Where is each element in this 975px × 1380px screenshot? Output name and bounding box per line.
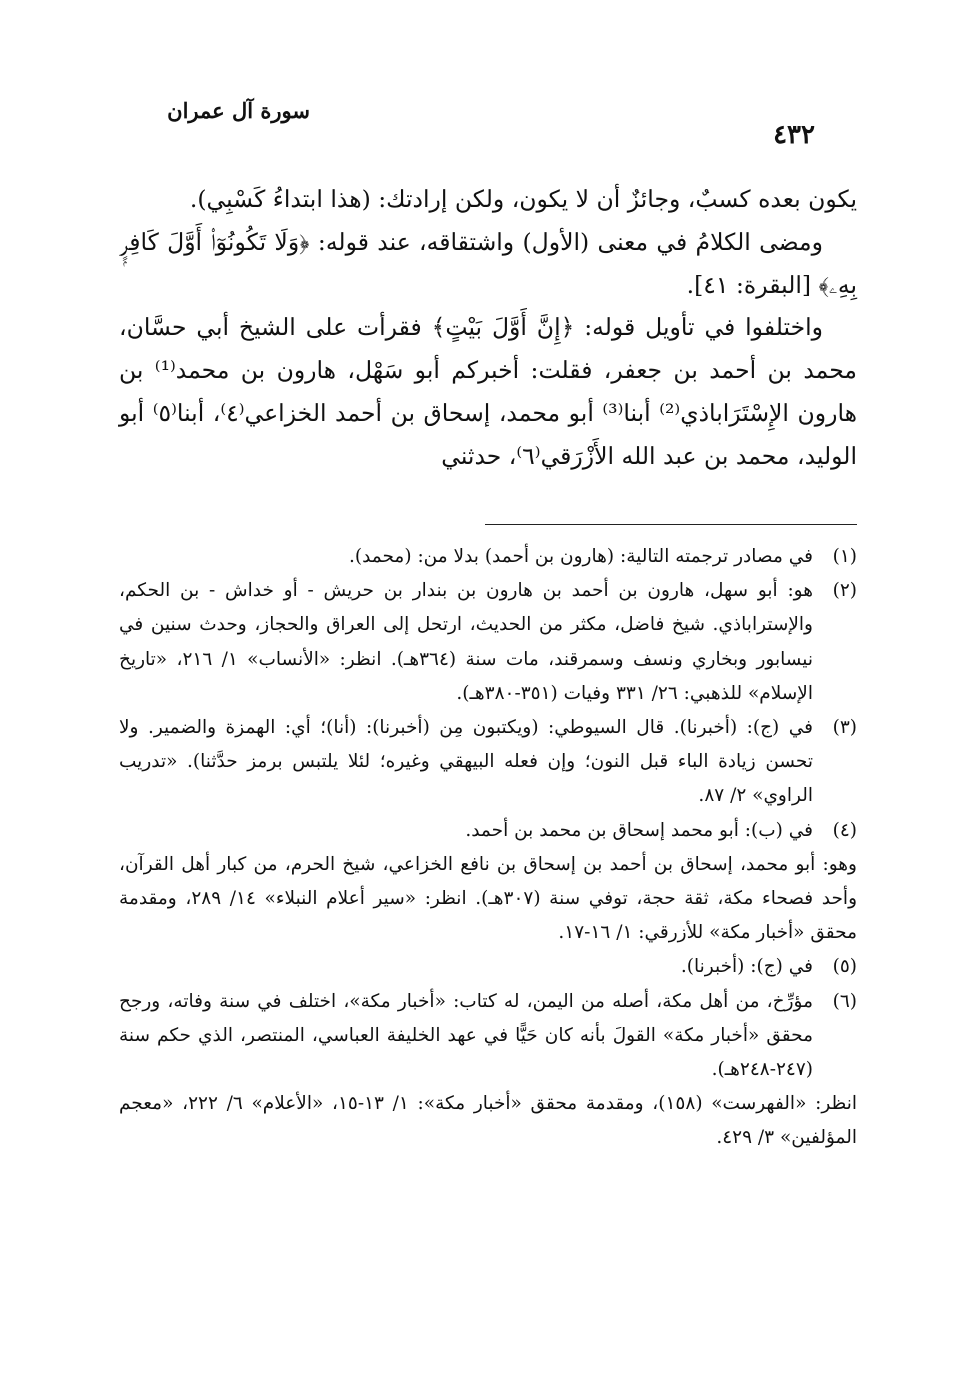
- footnote-text: مؤرِّخ، من أهل مكة، أصله من اليمن، له كتاب: «أخبار مكة»، اختلف في سنة وفاته، ورجح محقق «أخبار مكة» القولَ بأنه كان حَيًّا في عهد الخليفة العباسي، المنتصر، الذي حكم سنة (٢٤٧-٢٤٨هـ).: [119, 990, 813, 1081]
- footnotes: [119, 540, 857, 1156]
- footnote-number: (١): [832, 546, 857, 567]
- footnote-number: (٥): [832, 956, 857, 978]
- footnote-1: [119, 540, 857, 574]
- page-number: ٤٣٢: [773, 120, 815, 150]
- footnote-6: [119, 985, 857, 1088]
- footnote-text: في مصادر ترجمته التالية: (هارون بن أحمد) بدلا من: (محمد).: [348, 546, 813, 567]
- main-text: [119, 178, 857, 478]
- main-paragraph: يكون بعده كسبٌ، وجائزٌ أن لا يكون، ولكن إرادتك: (هذا ابتداءُ كَسْبِي).: [189, 185, 857, 213]
- main-paragraph: واختلفوا في تأويل قوله: ﴿إِنَّ أَوَّلَ بَيْتٍ﴾ فقرأت على الشيخ أبي حسَّان، محمد بن أحمد بن جعفر، فقلت: أخبركم أبو سَهْل، هارون بن محمد⁽¹⁾ بن هارون الإِسْتَرَاباذي⁽²⁾ أبنا⁽³⁾ أبو محمد، إسحاق بن أحمد الخزاعي⁽٤⁾، أبنا⁽٥⁾ أبو الوليد، محمد بن عبد الله الأَزْرَقي⁽٦⁾، حدثني: [119, 313, 858, 470]
- footnote-3: [119, 711, 857, 814]
- footnote-number: (٦): [832, 990, 857, 1012]
- footnote-5: [119, 950, 857, 984]
- footnote-number: (٤): [832, 819, 857, 841]
- footnote-divider: [485, 524, 857, 525]
- footnote-text: في (ج): (أخبرنا). قال السيوطي: (ويكتبون مِن (أخبرنا): (أنا)؛ أي: الهمزة والضمير. ولا تحسن زيادة الباء قبل النون؛ وإن فعله البيهقي وغيره؛ لئلا يلتبس برمز حدَّثنا). «تدريب الراوي» ٢/ ٨٧.: [119, 717, 813, 807]
- footnote-4: [119, 814, 857, 848]
- main-paragraph: ومضى الكلامُ في معنى (الأول) واشتقاقه، عند قوله: ﴿وَلَا تَكُونُوٓا۟ أَوَّلَ كَافِرٍۭ بِهِۦ﴾ [البقرة: ٤١].: [119, 227, 857, 299]
- footnote-text: في (ب): أبو محمد إسحاق بن محمد بن أحمد.: [465, 819, 813, 841]
- footnote-4-continuation: وهو: أبو محمد، إسحاق بن أحمد بن إسحاق بن نافع الخزاعي، شيخ الحرم، من كبار أهل القرآن، وأحد فصحاء مكة، ثقة حجة، توفي سنة (٣٠٧هـ). انظر: «سير أعلام النبلاء» ١٤/ ٢٨٩، ومقدمة محقق «أخبار مكة» للأزرقي: ١/ ١٦-١٧.: [119, 853, 858, 944]
- footnote-2: [119, 574, 857, 711]
- footnote-text: في (ج): (أخبرنا).: [680, 956, 813, 978]
- footnote-number: (٢): [832, 580, 857, 602]
- running-title: سورة آل عمران: [167, 98, 310, 123]
- footnote-6-continuation: انظر: «الفهرست» (١٥٨)، ومقدمة محقق «أخبار مكة»: ١/ ١٣-١٥، «الأعلام» ٦/ ٢٢٢، «معجم المؤلفين» ٣/ ٤٢٩.: [119, 1093, 857, 1149]
- footnote-number: (٣): [832, 717, 857, 739]
- footnote-text: هو: أبو سهل، هارون بن أحمد بن هارون بن بندار بن حريش - أو خداش - بن الحكم، والإستراباذي. شيخ فاضل، مكثر من الحديث، ارتحل إلى العراق والحجاز، وحدث سنين في نيسابور وبخاري ونسف وسمرقند، مات سنة (٣٦٤هـ). انظر: «الأنساب» ١/ ٢١٦، «تاريخ الإسلام» للذهبي: ٢٦/ ٣٣١ وفيات (٣٥١-٣٨٠هـ).: [119, 580, 813, 704]
